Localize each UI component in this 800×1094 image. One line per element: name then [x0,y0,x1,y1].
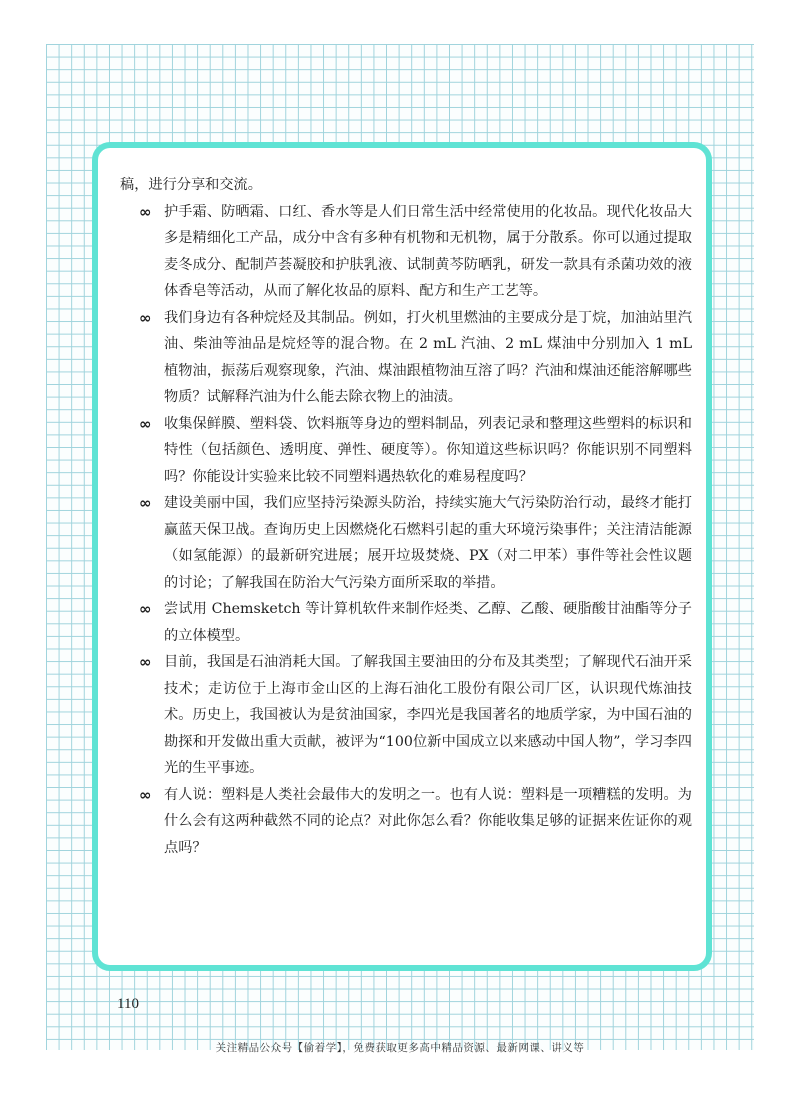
list-item-text: 护手霜、防晒霜、口红、香水等是人们日常生活中经常使用的化妆品。现代化妆品大多是精细化工产品，成分中含有多种有机物和无机物，属于分散系。你可以通过提取麦冬成分、配制芦荟凝胶和护肤乳液、试制黄芩防晒乳，研发一款具有杀菌功效的液体香皂等活动，从而了解化妆品的原料、配方和生产工艺等。 [164,203,692,299]
infinity-bullet-icon: ∞ [139,653,152,671]
infinity-bullet-icon: ∞ [139,414,152,433]
list-item-text: 建设美丽中国，我们应坚持污染源头防治，持续实施大气污染防治行动，最终才能打赢蓝天保卫战。查询历史上因燃烧化石燃料引起的重大环境污染事件；关注清洁能源（如氢能源）的最新研究进展；展开垃圾焚烧、PX（对二甲苯）事件等社会性议题的讨论；了解我国在防治大气污染方面所采取的举措。 [164,495,692,591]
page-number: 110 [117,996,139,1012]
list-item-text: 我们身边有各种烷烃及其制品。例如，打火机里燃油的主要成分是丁烷，加油站里汽油、柴油等油品是烷烃等的混合物。在 2 mL 汽油、2 mL 煤油中分别加入 1 mL 植物油，振荡后观察现象，汽油、煤油跟植物油互溶了吗？汽油和煤油还能溶解哪些物质？试解释汽油为什么能去除衣物上的油渍。 [164,309,692,405]
infinity-bullet-icon: ∞ [139,600,152,618]
list-item-text: 尝试用 Chemsketch 等计算机软件来制作烃类、乙醇、乙酸、硬脂酸甘油酯等分子的立体模型。 [164,601,692,644]
infinity-bullet-icon: ∞ [139,494,152,512]
list-item [120,596,692,649]
list-item [120,305,692,411]
infinity-bullet-icon: ∞ [139,202,152,221]
infinity-bullet-icon: ∞ [139,308,152,327]
lead-text: 稿，进行分享和交流。 [120,177,262,193]
infinity-bullet-icon: ∞ [139,785,152,804]
list-item-text: 收集保鲜膜、塑料袋、饮料瓶等身边的塑料制品，列表记录和整理这些塑料的标识和特性（包括颜色、透明度、弹性、硬度等）。你知道这些标识吗？你能识别不同塑料吗？你能设计实验来比较不同塑料遇热软化的难易程度吗？ [164,415,692,485]
list-item-text: 目前，我国是石油消耗大国。了解我国主要油田的分布及其类型；了解现代石油开采技术；走访位于上海市金山区的上海石油化工股份有限公司厂区，认识现代炼油技术。历史上，我国被认为是贫油国家，李四光是我国著名的地质学家，为中国石油的勘探和开发做出重大贡献，被评为“100位新中国成立以来感动中国人物”，学习李四光的生平事迹。 [164,654,692,776]
page-content [120,172,692,861]
list-item [120,490,692,596]
list-item [120,411,692,491]
footer-note: 关注精品公众号【偷着学】，免费获取更多高中精品资源、最新网课、讲义等 [215,1042,585,1054]
list-item [120,782,692,862]
activity-list [120,199,692,862]
list-item [120,199,692,305]
list-item [120,649,692,782]
list-item-text: 有人说：塑料是人类社会最伟大的发明之一。也有人说：塑料是一项糟糕的发明。为什么会有这两种截然不同的论点？对此你怎么看？你能收集足够的证据来佐证你的观点吗？ [164,786,692,856]
